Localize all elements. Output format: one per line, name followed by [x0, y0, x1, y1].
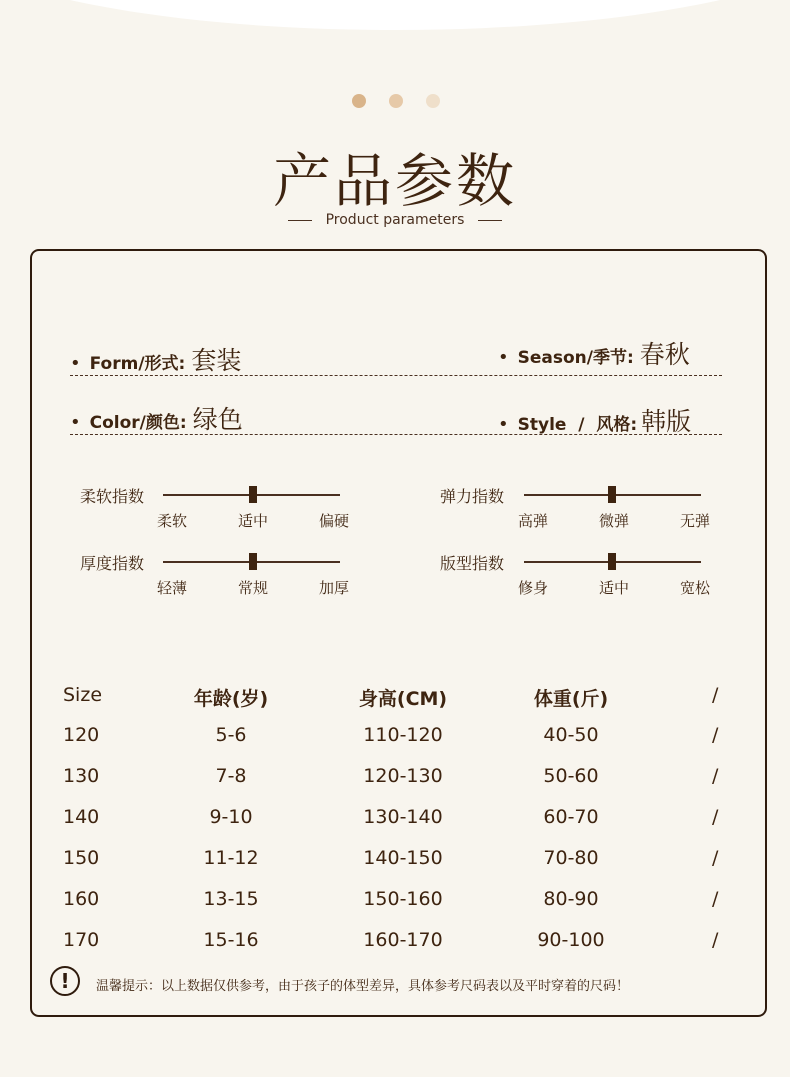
- index-marker: [249, 553, 257, 570]
- table-cell: 160: [63, 888, 100, 910]
- table-header-cell: 年龄(岁): [193, 688, 269, 710]
- index-marker: [608, 553, 616, 570]
- table-cell: 120: [63, 724, 100, 746]
- table-cell: 80-90: [543, 888, 599, 910]
- index-option: 偏硬: [318, 512, 349, 530]
- attribute-key: Form/形式:: [89, 354, 186, 374]
- bullet-icon: •: [70, 412, 81, 433]
- index-marker: [608, 486, 616, 503]
- table-cell: /: [712, 888, 719, 910]
- index-label: 弹力指数: [440, 487, 505, 506]
- index-option: 宽松: [679, 579, 710, 597]
- attribute-value: 春秋: [639, 340, 690, 369]
- bullet-icon: •: [70, 353, 81, 374]
- table-cell: 50-60: [543, 765, 599, 787]
- table-cell: 5-6: [215, 724, 247, 746]
- index-label: 厚度指数: [80, 554, 145, 573]
- top-background-arc: [0, 0, 790, 30]
- table-cell: 160-170: [363, 929, 443, 951]
- table-header-cell: 身高(CM): [358, 688, 448, 710]
- table-cell: 13-15: [203, 888, 259, 910]
- attribute-key: Season/季节:: [517, 348, 634, 368]
- subtitle-row: [0, 212, 790, 228]
- table-cell: /: [712, 806, 719, 828]
- index-marker: [249, 486, 257, 503]
- attribute-form: [70, 341, 241, 377]
- decorative-dot: [389, 94, 403, 108]
- table-cell: 130: [63, 765, 100, 787]
- table-row: [0, 765, 790, 795]
- page-title: 产品参数: [272, 147, 517, 215]
- index-options: [157, 510, 349, 531]
- attribute-color: [70, 400, 243, 436]
- table-header-cell: /: [712, 684, 719, 706]
- index-options: [157, 577, 349, 598]
- decorative-dots: [352, 94, 440, 108]
- size-notice: 温馨提示：以上数据仅供参考，由于孩子的体型差异，具体参考尺码表以及平时穿着的尺码！: [96, 979, 630, 994]
- table-row: [0, 724, 790, 754]
- table-cell: 7-8: [215, 765, 247, 787]
- decorative-dot: [426, 94, 440, 108]
- table-cell: 130-140: [363, 806, 443, 828]
- table-cell: 70-80: [543, 847, 599, 869]
- index-option: 常规: [237, 579, 268, 597]
- table-cell: 11-12: [203, 847, 259, 869]
- table-cell: 90-100: [537, 929, 605, 951]
- table-cell: /: [712, 847, 719, 869]
- attribute-value: 韩版: [641, 407, 692, 436]
- table-row: [0, 806, 790, 836]
- index-option: 轻薄: [157, 579, 188, 597]
- attribute-divider: [70, 375, 722, 376]
- index-option: 微弹: [598, 512, 629, 530]
- table-cell: 140: [63, 806, 100, 828]
- subtitle-divider-left: [288, 220, 312, 221]
- attribute-key: Color/颜色:: [89, 413, 187, 433]
- attribute-value: 套装: [191, 346, 242, 375]
- page-subtitle: Product parameters: [325, 212, 465, 228]
- index-option: 加厚: [318, 579, 349, 597]
- attribute-style: [498, 402, 691, 438]
- table-cell: 150: [63, 847, 100, 869]
- index-option: 无弹: [679, 512, 710, 530]
- table-cell: /: [712, 929, 719, 951]
- table-cell: 9-10: [209, 806, 253, 828]
- bullet-icon: •: [498, 414, 509, 435]
- table-cell: 60-70: [543, 806, 599, 828]
- decorative-dot: [352, 94, 366, 108]
- attribute-divider: [70, 434, 722, 435]
- table-header-row: [0, 684, 790, 714]
- table-cell: 15-16: [203, 929, 259, 951]
- index-options: [518, 510, 710, 531]
- table-cell: 140-150: [363, 847, 443, 869]
- index-option: 修身: [518, 579, 549, 597]
- table-row: [0, 929, 790, 959]
- table-cell: 110-120: [363, 724, 443, 746]
- table-cell: /: [712, 724, 719, 746]
- table-header-cell: 体重(斤): [533, 688, 609, 710]
- index-label: 柔软指数: [80, 487, 145, 506]
- index-option: 高弹: [518, 512, 549, 530]
- exclamation-circle-icon: !: [50, 966, 80, 996]
- subtitle-divider-right: [478, 220, 502, 221]
- bullet-icon: •: [498, 347, 509, 368]
- attribute-value: 绿色: [192, 405, 243, 434]
- table-row: [0, 847, 790, 877]
- table-header-cell: Size: [63, 684, 103, 706]
- index-option: 适中: [237, 512, 268, 530]
- table-cell: 150-160: [363, 888, 443, 910]
- index-options: [518, 577, 710, 598]
- attribute-season: [498, 335, 690, 371]
- table-cell: 120-130: [363, 765, 443, 787]
- attribute-key: Style / 风格:: [517, 415, 638, 435]
- table-cell: /: [712, 765, 719, 787]
- table-row: [0, 888, 790, 918]
- index-option: 柔软: [157, 512, 188, 530]
- table-cell: 170: [63, 929, 100, 951]
- table-cell: 40-50: [543, 724, 599, 746]
- index-option: 适中: [598, 579, 629, 597]
- index-label: 版型指数: [440, 554, 505, 573]
